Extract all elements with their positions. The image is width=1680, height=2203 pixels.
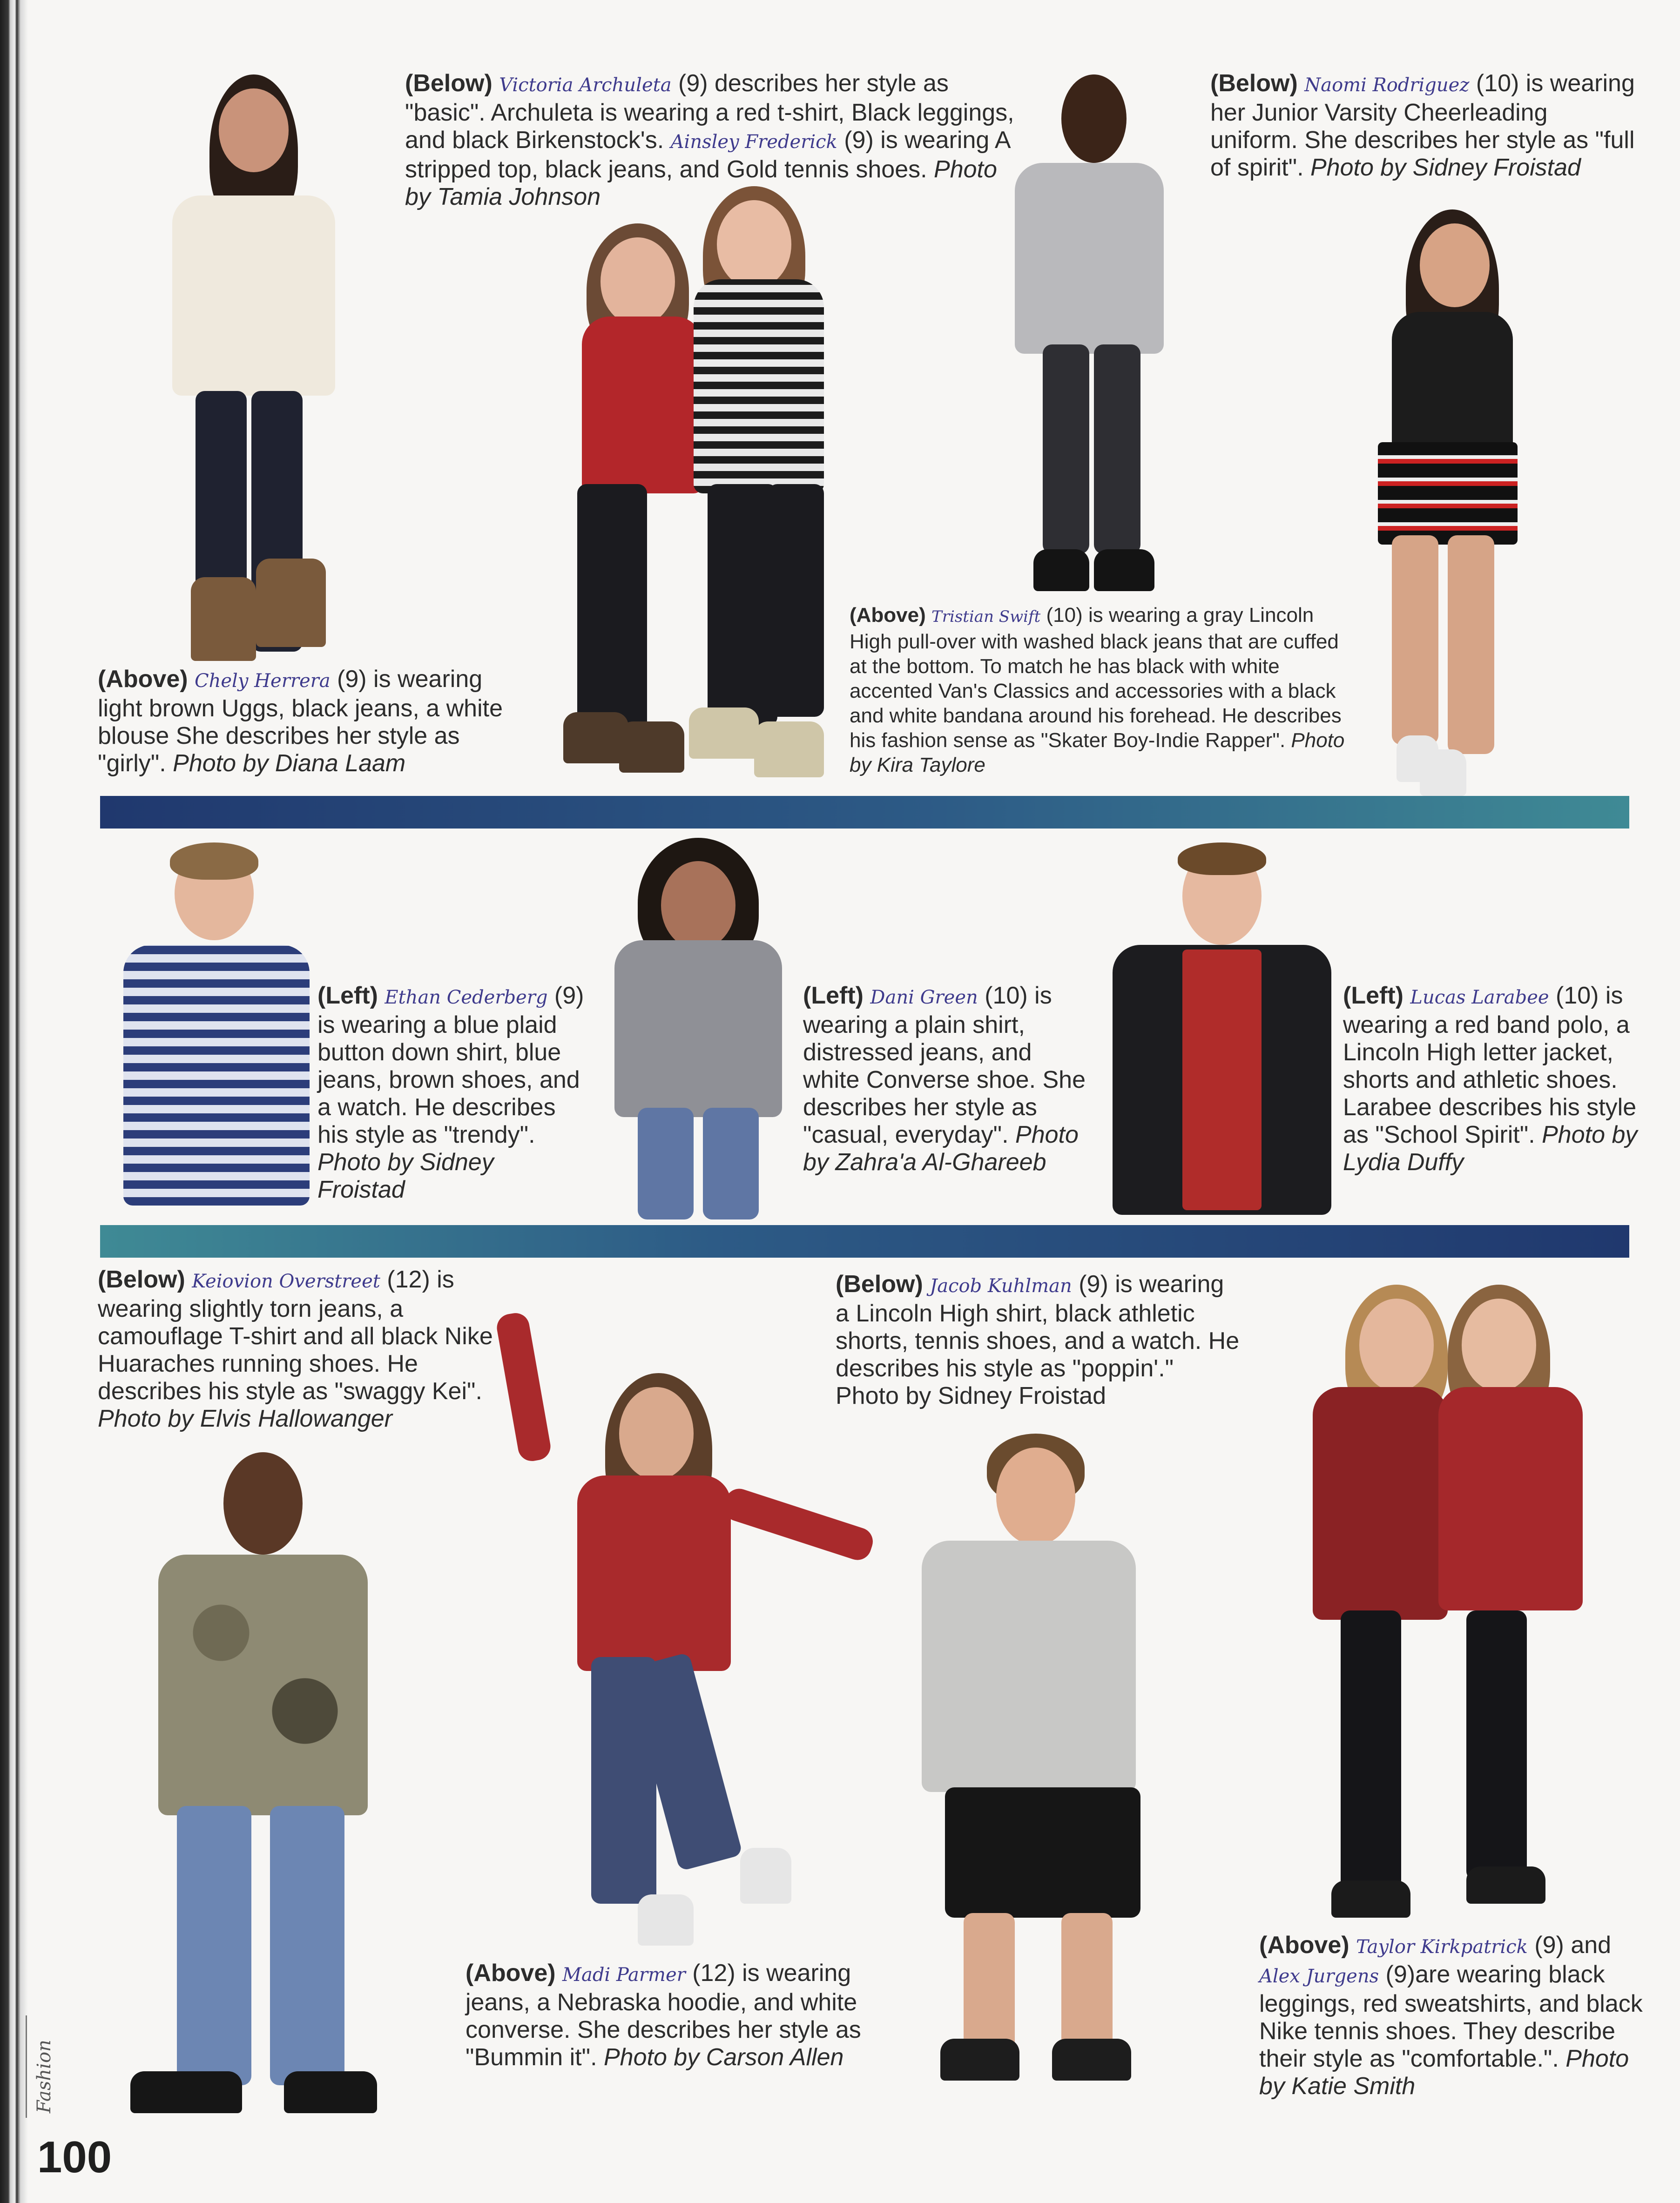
caption-tag: (Left) — [317, 982, 378, 1009]
student-name: Ethan Cederberg — [385, 987, 548, 1008]
caption-body: (9)are wearing black leggings, red sweatshirts, and black Nike tennis shoes. They describe their style as "comfortable.". — [1259, 1961, 1643, 2072]
divider-band-top — [100, 796, 1629, 829]
caption-taylor-kirkpatrick-alex-jurgens — [1259, 1932, 1646, 2100]
caption-tag: (Below) — [836, 1271, 923, 1298]
divider-band-bottom — [100, 1225, 1629, 1258]
photo-credit: Photo by Katie Smith — [1259, 2045, 1629, 2100]
photo-ethan-cederberg — [119, 842, 314, 1210]
photo-credit: Photo by Lydia Duffy — [1343, 1121, 1638, 1176]
student-name: Dani Green — [870, 987, 978, 1008]
caption-tag: (Below) — [405, 70, 493, 97]
photo-chely-herrera — [154, 74, 349, 666]
caption-keiovion-overstreet — [98, 1266, 503, 1433]
page-number: 100 — [37, 2132, 112, 2182]
photo-taylor-kirkpatrick-alex-jurgens — [1313, 1285, 1587, 1922]
photo-tristian-swift — [1010, 70, 1168, 600]
caption-tag: (Below) — [98, 1266, 185, 1293]
student-name: Victoria Archuleta — [499, 74, 672, 96]
student-name: Ainsley Frederick — [670, 131, 837, 153]
student-name: Jacob Kuhlman — [930, 1275, 1072, 1297]
caption-victoria-archuleta — [405, 70, 1019, 211]
page-binding-edge — [0, 0, 28, 2203]
caption-body: (9) describes her style as "basic". Archuleta is wearing a red t-shirt, Black leggings, and black Birkenstock's. — [405, 70, 1014, 154]
student-name: Alex Jurgens — [1259, 1966, 1379, 1987]
photo-madi-parmer — [498, 1303, 870, 1955]
student-name: Tristian Swift — [931, 607, 1041, 626]
caption-body: (10) is wearing a gray Lincoln High pull-over with washed black jeans that are cuffed at the bottom. To match he has black with white accented Van's Classics and accessories with a black and white bandana around his forehead. He describes his fashion sense as "Skater Boy-Indie Rapper". — [850, 604, 1342, 752]
caption-naomi-rodriguez — [1210, 70, 1639, 182]
caption-dani-green — [803, 982, 1092, 1176]
caption-body: (10) is wearing a plain shirt, distressed jeans, and white Converse shoe. She describes her style as "casual, everyday". — [803, 982, 1086, 1148]
student-name: Naomi Rodriguez — [1304, 74, 1470, 96]
photo-credit: Photo by Sidney Froistad — [1310, 154, 1581, 181]
caption-tag: (Below) — [1210, 70, 1298, 97]
caption-tag: (Left) — [803, 982, 864, 1009]
caption-tag: (Above) — [850, 604, 926, 627]
photo-credit: Photo by Carson Allen — [603, 2044, 844, 2071]
photo-naomi-rodriguez — [1359, 209, 1545, 791]
caption-tag: (Above) — [466, 1960, 556, 1987]
photo-credit: Photo by Sidney Froistad — [317, 1149, 494, 1203]
caption-body: (9) and — [1527, 1932, 1612, 1959]
student-name: Madi Parmer — [562, 1964, 686, 1986]
caption-body: (9) is wearing light brown Uggs, black jeans, a white blouse She describes her style as "girly". — [98, 666, 503, 777]
caption-body: (12) is wearing jeans, a Nebraska hoodie, and white converse. She describes her style as "Bummin it". — [466, 1960, 861, 2071]
photo-lucas-larabee — [1108, 842, 1336, 1219]
photo-credit: Photo by Zahra'a Al-Ghareeb — [803, 1121, 1079, 1176]
caption-ethan-cederberg — [317, 982, 587, 1204]
photo-keiovion-overstreet — [130, 1452, 396, 2113]
photo-credit: Photo by Elvis Hallowanger — [98, 1405, 392, 1432]
student-name: Keiovion Overstreet — [192, 1271, 380, 1292]
caption-tag: (Left) — [1343, 982, 1403, 1009]
caption-chely-herrera — [98, 666, 531, 777]
student-name: Lucas Larabee — [1410, 987, 1549, 1008]
caption-body: (12) is wearing slightly torn jeans, a camouflage T-shirt and all black Nike Huaraches running shoes. He describes his style as "swaggy Kei". — [98, 1266, 493, 1405]
photo-jacob-kuhlman — [894, 1434, 1182, 2076]
caption-tag: (Above) — [1259, 1932, 1349, 1959]
caption-body: (9) is wearing a blue plaid button down shirt, blue jeans, brown shoes, and a watch. He describes his style as "trendy". — [317, 982, 584, 1148]
caption-body: (10) is wearing a red band polo, a Lincoln High letter jacket, shorts and athletic shoes. Larabee describes his style as "School Spirit". — [1343, 982, 1637, 1148]
photo-credit: Photo by Tamia Johnson — [405, 156, 997, 210]
caption-body: (10) is wearing her Junior Varsity Cheerleading uniform. She describes her style as "full of spirit". — [1210, 70, 1635, 181]
student-name: Taylor Kirkpatrick — [1356, 1936, 1528, 1958]
photo-dani-green — [610, 838, 787, 1219]
caption-jacob-kuhlman — [836, 1271, 1241, 1410]
caption-body: (9) is wearing A stripped top, black jeans, and Gold tennis shoes. — [405, 127, 1010, 183]
caption-tristian-swift — [850, 603, 1348, 777]
photo-victoria-archuleta-ainsley-frederick — [554, 186, 843, 796]
photo-credit: Photo by Kira Taylore — [850, 729, 1345, 776]
caption-tag: (Above) — [98, 666, 188, 693]
student-name: Chely Herrera — [195, 670, 331, 692]
caption-body: (9) is wearing a Lincoln High shirt, black athletic shorts, tennis shoes, and a watch. He describes his style as "poppin'." Photo by Sidney Froistad — [836, 1271, 1240, 1409]
caption-madi-parmer — [466, 1960, 875, 2071]
caption-lucas-larabee — [1343, 982, 1641, 1176]
section-label: Fashion — [34, 2040, 55, 2113]
photo-credit: Photo by Diana Laam — [173, 750, 406, 777]
